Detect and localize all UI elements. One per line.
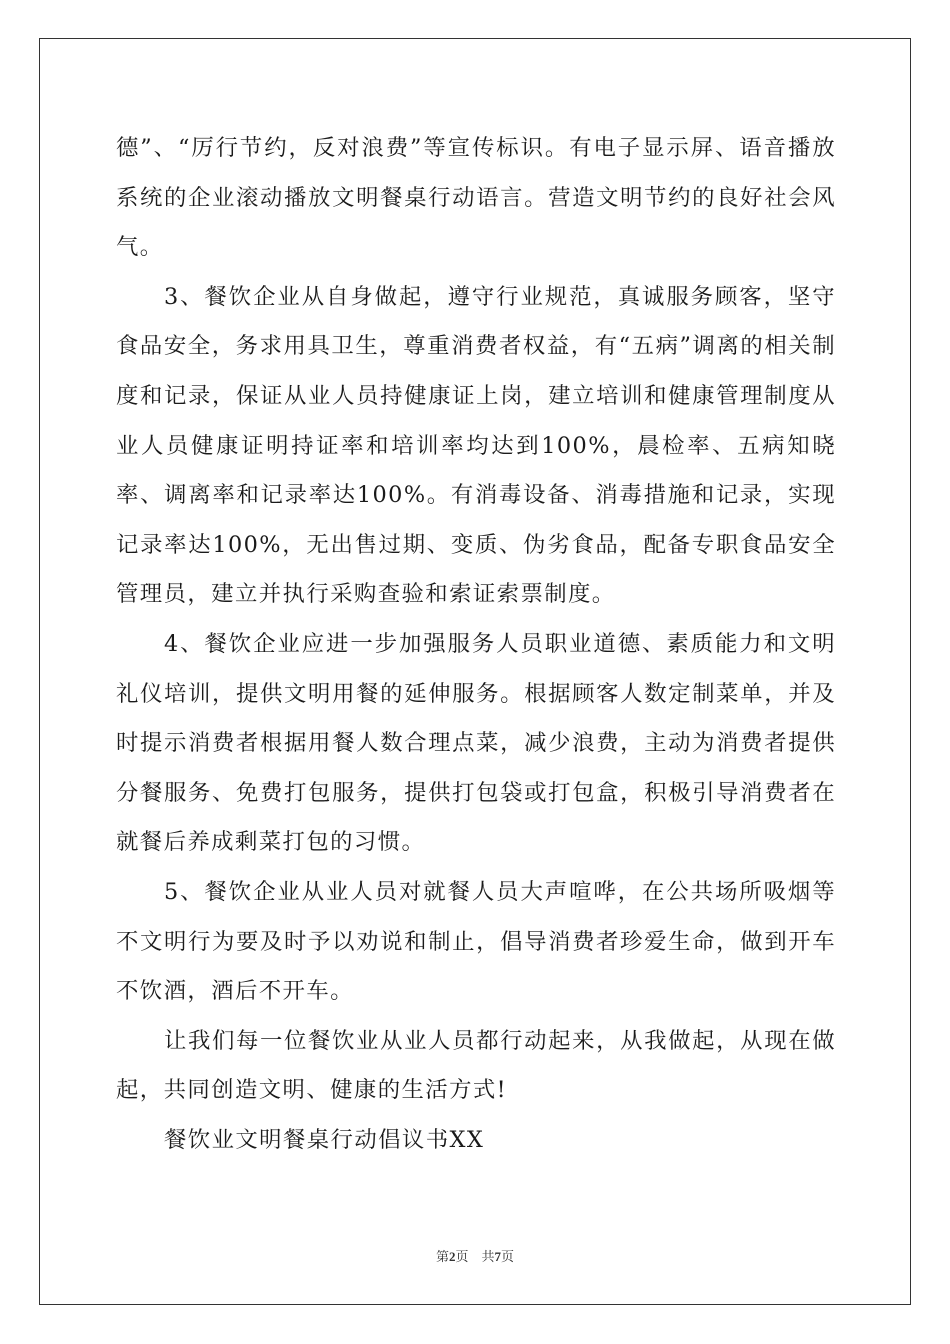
footer-mid: 页 共 (455, 1250, 495, 1265)
paragraph-continuation: 德”、“厉行节约，反对浪费”等宣传标识。有电子显示屏、语音播放系统的企业滚动播放文明餐桌行动语言。营造文明节约的良好社会风气。 (116, 135, 836, 261)
document-body (116, 124, 836, 1165)
paragraph-item-5: 5、餐饮企业从业人员对就餐人员大声喧哗，在公共场所吸烟等不文明行为要及时予以劝说和制止，倡导消费者珍爱生命，做到开车不饮酒，酒后不开车。 (116, 878, 836, 1005)
footer-current-page: 2 (448, 1249, 456, 1264)
paragraph-closing: 让我们每一位餐饮业从业人员都行动起来，从我做起，从现在做起，共同创造文明、健康的生活方式! (116, 1027, 836, 1104)
paragraph-item-3: 3、餐饮企业从自身做起，遵守行业规范，真诚服务顾客，坚守食品安全，务求用具卫生，尊重消费者权益，有“五病”调离的相关制度和记录，保证从业人员持健康证上岗，建立培训和健康管理制度从业人员健康证明持证率和培训率均达到100%，晨检率、五病知晓率、调离率和记录率达100%。有消毒设备、消毒措施和记录，实现记录率达100%，无出售过期、变质、伪劣食品，配备专职食品安全管理员，建立并执行采购查验和索证索票制度。 (116, 283, 836, 608)
footer-prefix: 第 (435, 1250, 449, 1265)
footer-suffix: 页 (501, 1250, 515, 1265)
paragraph-item-4: 4、餐饮企业应进一步加强服务人员职业道德、素质能力和文明礼仪培训，提供文明用餐的延伸服务。根据顾客人数定制菜单，并及时提示消费者根据用餐人数合理点菜，减少浪费，主动为消费者提供分餐服务、免费打包服务，提供打包袋或打包盒，积极引导消费者在就餐后养成剩菜打包的习惯。 (116, 630, 836, 856)
footer-total-pages: 7 (494, 1249, 501, 1264)
page-footer (0, 1246, 950, 1265)
document-title-line: 餐饮业文明餐桌行动倡议书XX (164, 1126, 485, 1153)
